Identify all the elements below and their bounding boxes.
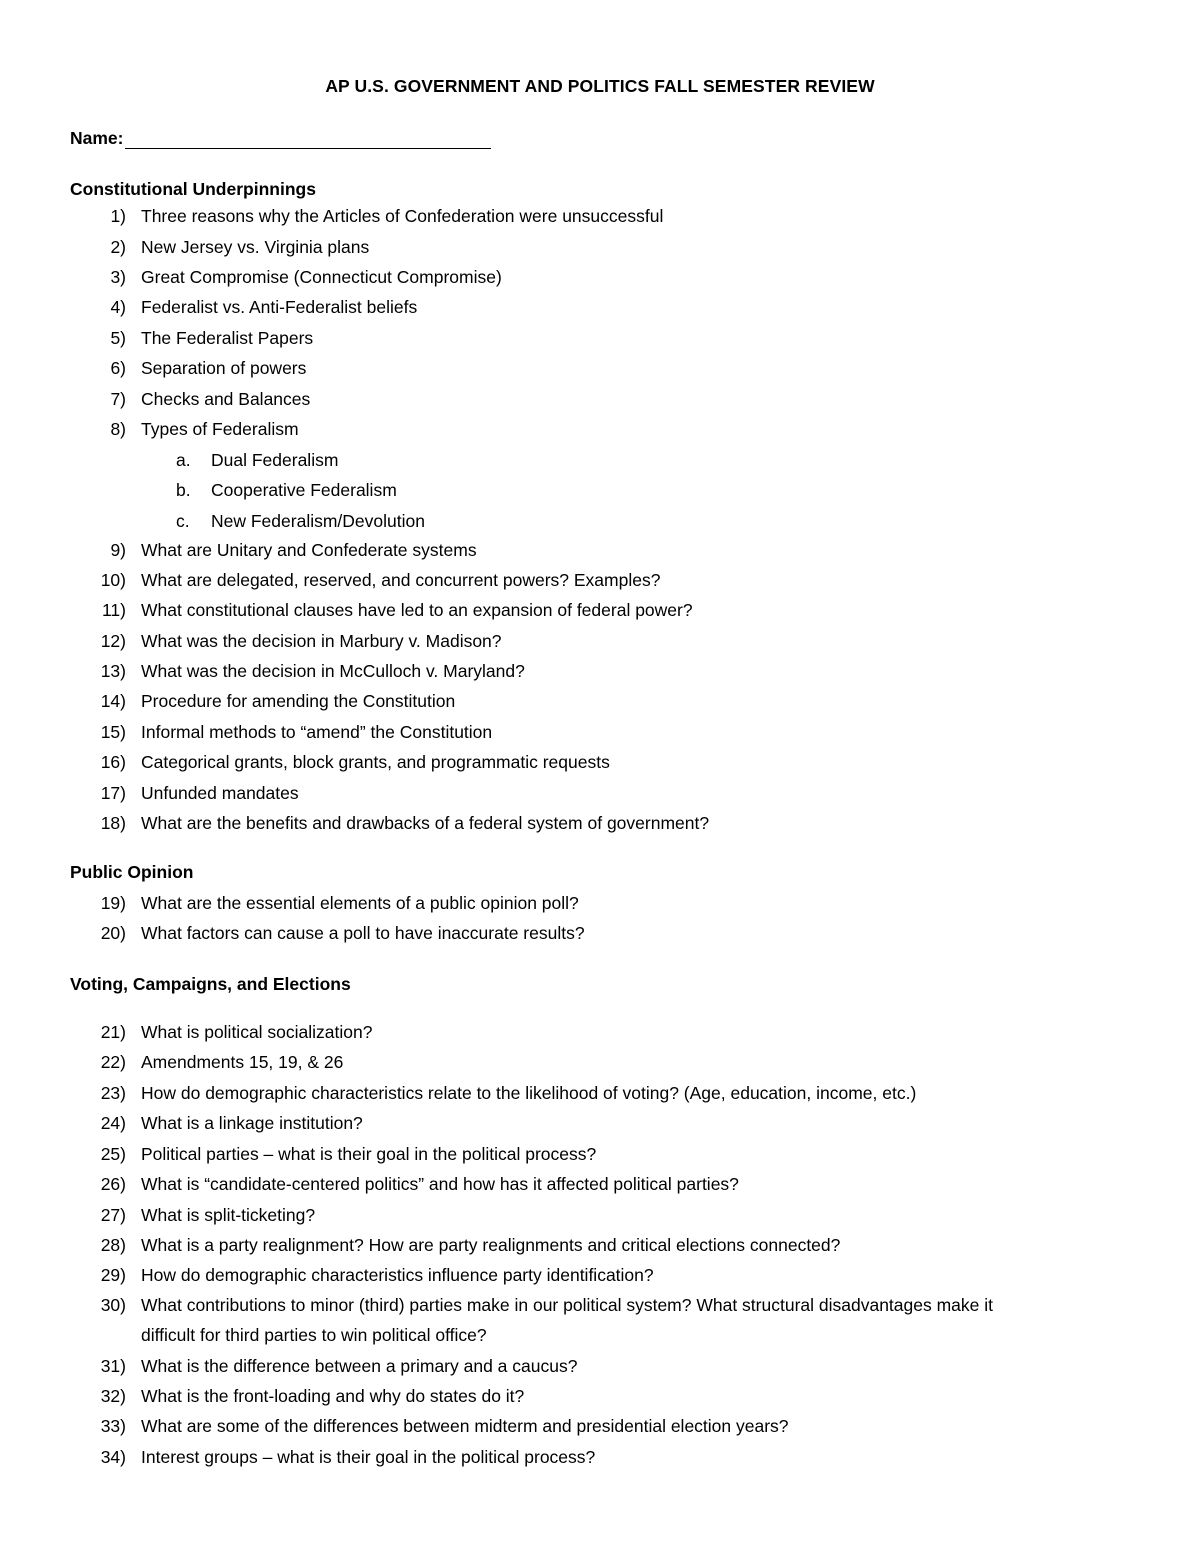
item-text: What are some of the differences between midterm and presidential election years? [141, 1416, 789, 1436]
sub-item-letter: c. [176, 511, 190, 531]
item-text: How do demographic characteristics relate to the likelihood of voting? (Age, education, income, etc.) [141, 1083, 917, 1103]
item-number: 22) [100, 1052, 126, 1072]
item-text: New Jersey vs. Virginia plans [141, 237, 370, 257]
item-text: What are the essential elements of a public opinion poll? [141, 893, 579, 913]
item-text: What is split-ticketing? [141, 1205, 316, 1225]
item-text: Types of Federalism [141, 419, 299, 439]
section-heading-constitutional: Constitutional Underpinnings [70, 179, 316, 199]
sub-item-text: Dual Federalism [211, 450, 339, 470]
item-number: 17) [100, 783, 126, 803]
item-text: Federalist vs. Anti-Federalist beliefs [141, 297, 418, 317]
item-text: The Federalist Papers [141, 328, 314, 348]
item-text: Categorical grants, block grants, and programmatic requests [141, 752, 610, 772]
item-text: Political parties – what is their goal in the political process? [141, 1144, 597, 1164]
item-number: 14) [100, 691, 126, 711]
item-text: What constitutional clauses have led to an expansion of federal power? [141, 600, 693, 620]
item-number: 7) [110, 389, 126, 409]
item-text: difficult for third parties to win political office? [141, 1325, 487, 1345]
item-text: Checks and Balances [141, 389, 311, 409]
item-number: 24) [100, 1113, 126, 1133]
item-text: Three reasons why the Articles of Confederation were unsuccessful [141, 206, 664, 226]
sub-item-text: Cooperative Federalism [211, 480, 397, 500]
item-number: 25) [100, 1144, 126, 1164]
item-text: What are delegated, reserved, and concurrent powers? Examples? [141, 570, 661, 590]
item-text: What factors can cause a poll to have inaccurate results? [141, 923, 585, 943]
item-number: 23) [100, 1083, 126, 1103]
section-heading-public-opinion: Public Opinion [70, 862, 194, 882]
item-number: 1) [110, 206, 126, 226]
sub-item-letter: a. [176, 450, 191, 470]
item-text: What is the front-loading and why do states do it? [141, 1386, 525, 1406]
item-text: Great Compromise (Connecticut Compromise) [141, 267, 502, 287]
item-number: 20) [100, 923, 126, 943]
item-number: 4) [110, 297, 126, 317]
sub-item-text: New Federalism/Devolution [211, 511, 425, 531]
item-text: What was the decision in McCulloch v. Maryland? [141, 661, 525, 681]
item-number: 26) [100, 1174, 126, 1194]
name-label: Name: [70, 128, 124, 148]
item-text: What is a party realignment? How are party realignments and critical elections connected? [141, 1235, 841, 1255]
item-text: What is a linkage institution? [141, 1113, 363, 1133]
item-number: 27) [100, 1205, 126, 1225]
item-number: 13) [100, 661, 126, 681]
item-number: 9) [110, 540, 126, 560]
item-number: 3) [110, 267, 126, 287]
item-text: Separation of powers [141, 358, 307, 378]
name-blank-line [125, 130, 491, 149]
item-number: 16) [100, 752, 126, 772]
item-number: 2) [110, 237, 126, 257]
item-text: What is the difference between a primary and a caucus? [141, 1356, 578, 1376]
item-text: How do demographic characteristics influence party identification? [141, 1265, 654, 1285]
item-number: 29) [100, 1265, 126, 1285]
item-text: Informal methods to “amend” the Constitution [141, 722, 493, 742]
item-number: 31) [100, 1356, 126, 1376]
item-number: 19) [100, 893, 126, 913]
item-number: 10) [100, 570, 126, 590]
item-text: Amendments 15, 19, & 26 [141, 1052, 344, 1072]
item-number: 28) [100, 1235, 126, 1255]
sub-item-letter: b. [176, 480, 191, 500]
item-number: 12) [100, 631, 126, 651]
item-number: 21) [100, 1022, 126, 1042]
item-number: 18) [100, 813, 126, 833]
item-number: 34) [100, 1447, 126, 1467]
item-text: What are the benefits and drawbacks of a federal system of government? [141, 813, 710, 833]
item-number: 30) [100, 1295, 126, 1315]
item-number: 15) [100, 722, 126, 742]
item-number: 33) [100, 1416, 126, 1436]
item-text: Procedure for amending the Constitution [141, 691, 456, 711]
section-heading-voting: Voting, Campaigns, and Elections [70, 974, 351, 994]
item-number: 11) [102, 600, 126, 620]
item-text: What contributions to minor (third) parties make in our political system? What structural disadvantages make it [141, 1295, 994, 1315]
item-number: 32) [100, 1386, 126, 1406]
item-text: What are Unitary and Confederate systems [141, 540, 477, 560]
item-number: 5) [110, 328, 126, 348]
item-number: 8) [110, 419, 126, 439]
name-field-row [70, 128, 491, 149]
item-text: What is “candidate-centered politics” and how has it affected political parties? [141, 1174, 739, 1194]
item-text: What is political socialization? [141, 1022, 373, 1042]
page-title: AP U.S. GOVERNMENT AND POLITICS FALL SEMESTER REVIEW [325, 76, 875, 96]
item-number: 6) [110, 358, 126, 378]
item-text: What was the decision in Marbury v. Madison? [141, 631, 502, 651]
item-text: Unfunded mandates [141, 783, 299, 803]
item-text: Interest groups – what is their goal in the political process? [141, 1447, 596, 1467]
